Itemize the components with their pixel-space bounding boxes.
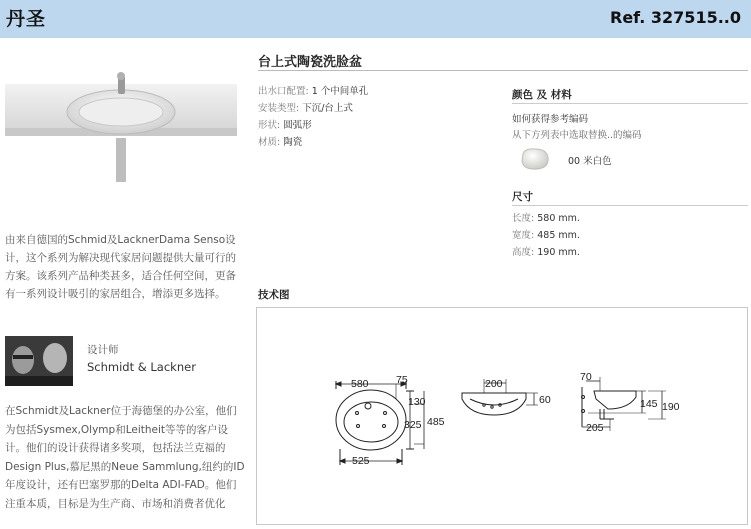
size-row	[512, 244, 580, 261]
dim-485: 485	[427, 416, 445, 428]
dim-580: 580	[351, 378, 369, 390]
dim-145: 145	[640, 398, 658, 410]
dim-75: 75	[396, 374, 408, 386]
size-list	[512, 210, 580, 261]
spec-key: 材质:	[258, 137, 281, 148]
size-value: 190 mm.	[537, 247, 580, 258]
spec-row	[258, 83, 368, 100]
brand-title: 丹圣	[6, 8, 47, 30]
size-divider	[512, 205, 748, 206]
dim-200: 200	[485, 378, 503, 390]
product-image	[5, 70, 237, 184]
spec-value: 下沉/台上式	[302, 103, 353, 114]
spec-row	[258, 100, 368, 117]
dim-205: 205	[586, 422, 604, 434]
swatch-name: 米白色	[583, 156, 612, 167]
swatch-code: 00	[568, 156, 581, 167]
color-divider	[512, 103, 748, 104]
designer-name: Schmidt & Lackner	[87, 360, 196, 374]
color-how-label: 如何获得参考编码	[512, 114, 589, 125]
spec-key: 出水口配置:	[258, 86, 309, 97]
color-swatch[interactable]	[519, 146, 551, 172]
tech-heading: 技术图	[258, 289, 290, 301]
size-value: 580 mm.	[537, 213, 580, 224]
reference-number: Ref. 327515..0	[610, 8, 741, 27]
dim-70: 70	[580, 371, 592, 383]
dim-525: 525	[352, 455, 370, 467]
title-divider	[258, 70, 748, 71]
product-title: 台上式陶瓷洗脸盆	[258, 55, 363, 70]
size-value: 485 mm.	[537, 230, 580, 241]
designer-about: 在Schmidt及Lackner位于海德堡的办公室，他们为包括Sysmex,Olymp和Leitheit等等的客户设计。他们的设计获得诸多奖项，包括法兰克福的Design Plus,慕尼黑的Neue Sammlung,纽约的ID年度设计，还有巴塞罗那的Delta ADI-FAD。他们注重本质，目标是为生产商、市场和消费者优化	[5, 405, 245, 510]
size-key: 长度:	[512, 213, 535, 224]
size-key: 高度:	[512, 247, 535, 258]
size-heading: 尺寸	[512, 191, 533, 203]
spec-value: 1 个中间单孔	[311, 86, 369, 97]
dim-130: 130	[408, 396, 426, 408]
series-description: 由来自德国的Schmid及LacknerDama Senso设计，这个系列为解决现代家居问题提供大量可行的方案。该系列产品种类甚多，适合任何空间，更备有一系列设计吸引的家居组合，增添更多选择。	[5, 234, 236, 300]
spec-key: 安装类型:	[258, 103, 300, 114]
designer-label: 设计师	[87, 344, 119, 356]
spec-list	[258, 83, 368, 151]
size-row	[512, 210, 580, 227]
dim-190: 190	[662, 401, 680, 413]
tech-drawing	[256, 307, 748, 525]
size-row	[512, 227, 580, 244]
size-key: 宽度:	[512, 230, 535, 241]
designer-photo	[5, 336, 73, 386]
spec-row	[258, 134, 368, 151]
spec-value: 陶瓷	[283, 137, 303, 148]
dim-325: 325	[404, 419, 422, 431]
spec-row	[258, 117, 368, 134]
color-how-sub: 从下方列表中选取替换..的编码	[512, 130, 642, 141]
spec-value: 圆弧形	[283, 120, 312, 131]
swatch-label	[568, 153, 612, 167]
spec-key: 形状:	[258, 120, 281, 131]
dim-60: 60	[539, 394, 551, 406]
color-heading: 颜色 及 材料	[512, 89, 572, 101]
